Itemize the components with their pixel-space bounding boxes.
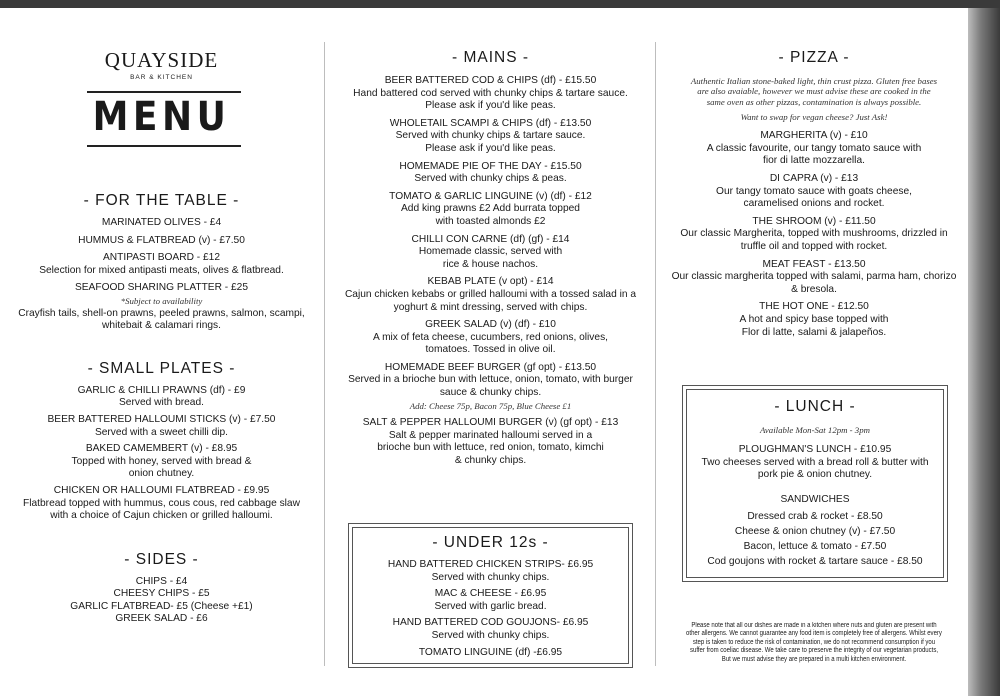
menu-item — [668, 301, 960, 339]
menu-item — [668, 259, 960, 297]
item-name: BEER BATTERED HALLOUMI STICKS (v) - £7.50 — [47, 413, 276, 425]
logo-rule-top — [87, 91, 241, 93]
item-name: MEAT FEAST - £13.50 — [762, 258, 866, 270]
menu-item: Cod goujons with rocket & tartare sauce - £8.50 — [707, 556, 923, 568]
menu-item: Dressed crab & rocket - £8.50 — [747, 511, 883, 523]
menu-item — [338, 191, 643, 229]
item-name: TOMATO & GARLIC LINGUINE (v) (df) - £12 — [389, 190, 592, 202]
item-name: SEAFOOD SHARING PLATTER - £25 — [74, 282, 249, 294]
item-name: SALT & PEPPER HALLOUMI BURGER (v) (gf opt) - £13 — [362, 417, 619, 429]
menu-item — [338, 234, 643, 272]
menu-item: GARLIC FLATBREAD- £5 (Cheese +£1) — [70, 600, 253, 612]
item-note: Add: Cheese 75p, Bacon 75p, Blue Cheese £1 — [409, 400, 572, 411]
item-name: HAND BATTERED CHICKEN STRIPS- £6.95 — [387, 559, 594, 570]
menu-item — [668, 216, 960, 254]
item-name: CHICKEN OR HALLOUMI FLATBREAD - £9.95 — [53, 484, 270, 496]
item-name: MAC & CHEESE - £6.95 — [434, 588, 547, 600]
under-12s-list — [353, 559, 628, 659]
section-title-pizza: - PIZZA - — [778, 49, 850, 66]
menu-item — [353, 588, 628, 613]
menu-item — [338, 161, 643, 186]
item-description: Our classic margherita topped with salami, parma ham, chorizo & bresola. — [671, 271, 957, 295]
section-title-mains: - MAINS - — [451, 49, 530, 66]
small-plates-list — [14, 385, 309, 523]
item-description: Selection for mixed antipasti meats, olives & flatbread. — [39, 264, 284, 276]
menu-item — [338, 276, 643, 314]
item-name: THE HOT ONE - £12.50 — [759, 301, 869, 313]
menu-item — [353, 559, 628, 584]
logo-subtitle: BAR & KITCHEN — [130, 74, 193, 81]
menu-item: GREEK SALAD - £6 — [115, 613, 208, 625]
menu-item — [14, 282, 309, 332]
logo-rule-bottom — [87, 145, 241, 147]
item-name: GREEK SALAD (v) (df) - £10 — [425, 319, 556, 331]
column-divider — [655, 42, 656, 666]
item-description: Served with a sweet chilli dip. — [94, 426, 229, 438]
item-name: DI CAPRA (v) - £13 — [769, 173, 859, 184]
item-name: HUMMUS & FLATBREAD (v) - £7.50 — [78, 234, 245, 246]
item-description: A classic favourite, our tangy tomato sauce with fior di latte mozzarella. — [706, 142, 922, 167]
item-name: KEBAB PLATE (v opt) - £14 — [427, 276, 554, 288]
menu-item — [353, 647, 628, 660]
item-name: CHILLI CON CARNE (df) (gf) - £14 — [411, 233, 570, 245]
menu-item — [338, 118, 643, 156]
item-description: Cajun chicken kebabs or grilled halloumi with a tossed salad in a yoghurt & mint dressing, served with chips. — [344, 288, 637, 313]
section-title-under-12s: - UNDER 12s - — [432, 534, 549, 551]
item-name: PLOUGHMAN'S LUNCH - £10.95 — [738, 444, 892, 455]
column-divider — [324, 42, 325, 666]
pizza-list — [668, 130, 960, 339]
item-name: HAND BATTERED COD GOUJONS- £6.95 — [392, 617, 589, 629]
item-description: Crayfish tails, shell-on prawns, peeled prawns, salmon, scampi, whitebait & calamari rings. — [18, 307, 305, 332]
item-description: Salt & pepper marinated halloumi served in a brioche bun with lettuce, red onion, tomato, kimchi & chunky chips. — [377, 429, 604, 467]
lunch-box-inner — [686, 389, 944, 578]
item-description: Two cheeses served with a bread roll & butter with pork pie & onion chutney. — [701, 456, 929, 481]
middle-column — [338, 49, 643, 658]
item-description: Served with bread. — [119, 397, 204, 409]
menu-item: CHIPS - £4 — [135, 575, 188, 587]
menu-item — [668, 130, 960, 168]
item-description: Served with chunky chips. — [431, 629, 550, 641]
item-description: A hot and spicy base topped with Flor di latte, salami & jalapeños. — [739, 313, 889, 338]
menu-item — [338, 75, 643, 113]
section-title-small-plates: - SMALL PLATES - — [87, 359, 236, 377]
item-name: MARINATED OLIVES - £4 — [101, 217, 222, 228]
menu-item — [14, 414, 309, 439]
item-description: Served with chunky chips & peas. — [414, 173, 567, 185]
sides-list — [14, 576, 309, 626]
item-description: Served with garlic bread. — [434, 600, 547, 612]
page-shadow — [968, 8, 1000, 696]
left-column — [14, 36, 309, 626]
section-title-for-the-table: - FOR THE TABLE - — [83, 192, 240, 209]
menu-item — [338, 319, 643, 357]
item-name: THE SHROOM (v) - £11.50 — [752, 215, 876, 227]
menu-heading: MENU — [92, 94, 231, 140]
menu-item — [14, 252, 309, 277]
menu-item: Cheese & onion chutney (v) - £7.50 — [734, 526, 896, 538]
item-name: GARLIC & CHILLI PRAWNS (df) - £9 — [77, 384, 246, 396]
right-column — [668, 49, 960, 663]
logo — [14, 36, 309, 154]
menu-item — [14, 443, 309, 481]
item-description: Served with chunky chips. — [431, 571, 550, 583]
menu-item: CHEESY CHIPS - £5 — [113, 588, 210, 600]
menu-item — [14, 385, 309, 410]
menu-item — [353, 617, 628, 642]
mains-list — [338, 75, 643, 468]
pizza-vegan-note: Want to swap for vegan cheese? Just Ask! — [740, 112, 888, 123]
allergen-note: Please note that all our dishes are made in a kitchen where nuts and gluten are present with other allergens. We cannot guarantee any food item is completely free of allergens. Whilst every step is taken to reduce the risk of contamination, we do not recommend consumption if you suffer from coeliac disease. We take care to preserve the integrity of our vegetarian products, But we must advise they are prepared in a multi kitchen environment. — [686, 622, 942, 663]
item-name: BEER BATTERED COD & CHIPS (df) - £15.50 — [384, 75, 597, 86]
logo-name: QUAYSIDE — [104, 48, 219, 72]
item-description: Served with chunky chips & tartare sauce. Please ask if you'd like peas. — [395, 130, 586, 154]
item-description: Topped with honey, served with bread & onion chutney. — [71, 455, 252, 480]
section-title-sides: - SIDES - — [124, 550, 199, 568]
item-name: HOMEMADE BEEF BURGER (gf opt) - £13.50 — [384, 361, 597, 373]
item-description: Add king prawns £2 Add burrata topped with toasted almonds £2 — [401, 203, 580, 227]
item-note: *Subject to availability — [120, 295, 203, 306]
menu-item — [338, 362, 643, 412]
pizza-intro: Authentic Italian stone-baked light, thin crust pizza. Gluten free bases are also avaiable, however we must advise these are cooked in the same oven as other pizzas, contamination is always possible. — [690, 76, 938, 107]
item-name: HOMEMADE PIE OF THE DAY - £15.50 — [399, 160, 582, 172]
item-name: ANTIPASTI BOARD - £12 — [103, 252, 220, 264]
under-12s-box-inner — [352, 527, 629, 664]
menu-item — [338, 417, 643, 467]
item-description: Homemade classic, served with rice & house nachos. — [418, 246, 563, 270]
item-description: A mix of feta cheese, cucumbers, red onions, olives, tomatoes. Tossed in olive oil. — [373, 331, 608, 356]
item-description: Our classic Margherita, topped with mushrooms, drizzled in truffle oil and topped with rocket. — [680, 228, 948, 252]
item-name: BAKED CAMEMBERT (v) - £8.95 — [85, 443, 238, 455]
menu-item: Bacon, lettuce & tomato - £7.50 — [743, 541, 887, 553]
menu-item — [14, 217, 309, 230]
menu-item — [687, 444, 943, 482]
for-the-table-list — [14, 217, 309, 333]
item-name: TOMATO LINGUINE (df) -£6.95 — [418, 646, 563, 658]
item-description: Served in a brioche bun with lettuce, onion, tomato, with burger sauce & chunky chips. — [348, 374, 633, 399]
lunch-box — [682, 385, 948, 582]
menu-item — [14, 485, 309, 523]
item-description: Our tangy tomato sauce with goats cheese, caramelised onions and rocket. — [716, 185, 912, 210]
menu-item — [668, 173, 960, 211]
under-12s-box — [348, 523, 633, 668]
lunch-availability: Available Mon-Sat 12pm - 3pm — [760, 425, 870, 435]
sandwiches-heading: SANDWICHES — [780, 493, 850, 505]
item-name: WHOLETAIL SCAMPI & CHIPS (df) - £13.50 — [389, 117, 592, 129]
section-title-lunch: - LUNCH - — [774, 398, 856, 415]
item-description: Hand battered cod served with chunky chips & tartare sauce. Please ask if you'd like peas. — [353, 87, 628, 112]
item-name: MARGHERITA (v) - £10 — [760, 130, 868, 142]
item-description: Flatbread topped with hummus, cous cous, red cabbage slaw with a choice of Cajun chicken or grilled halloumi. — [23, 497, 300, 522]
menu-item — [14, 235, 309, 248]
